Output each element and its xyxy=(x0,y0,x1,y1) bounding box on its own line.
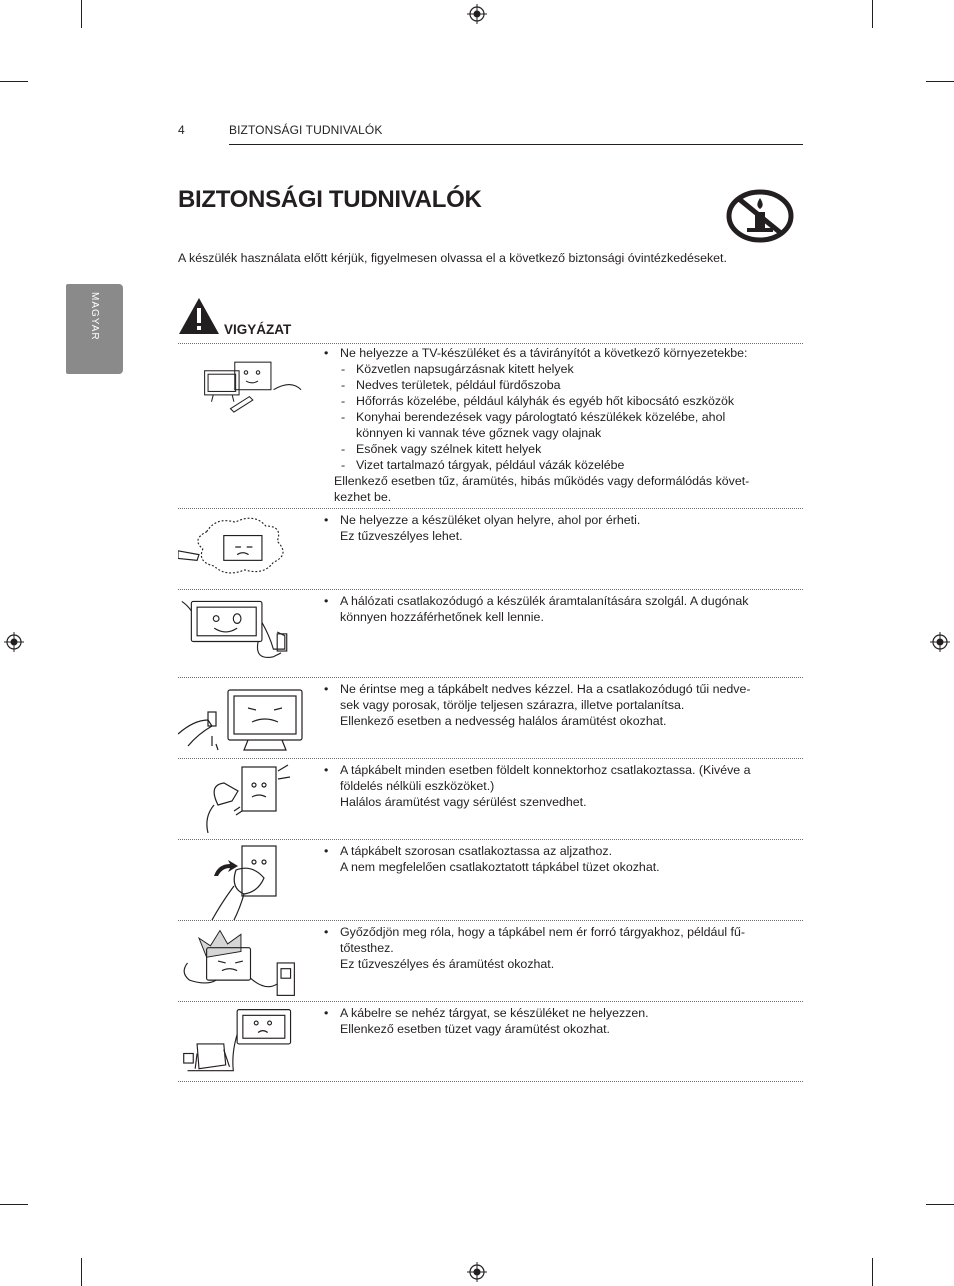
plug-access-illustration xyxy=(178,592,302,670)
sub-item: - Vizet tartalmazó tárgyak, például vázák közelébe xyxy=(341,458,625,472)
tv-environment-illustration xyxy=(196,348,308,428)
consequence-text: Halálos áramütést vagy sérülést szenvedhet. xyxy=(340,795,587,809)
bullet-text: • Győződjön meg róla, hogy a tápkábel nem ér forró tárgyakhoz, például fű- xyxy=(324,925,745,939)
no-open-flame-icon xyxy=(725,188,795,244)
running-header: BIZTONSÁGI TUDNIVALÓK xyxy=(229,123,383,137)
crop-mark xyxy=(81,0,82,28)
safety-item xyxy=(178,343,803,508)
bullet-text: • Ne helyezze a készüléket olyan helyre, ahol por érheti. xyxy=(324,513,641,527)
bullet-text: • A hálózati csatlakozódugó a készülék áramtalanítására szolgál. A dugónak xyxy=(324,594,749,608)
sub-item: - Esőnek vagy szélnek kitett helyek xyxy=(341,442,542,456)
page-title: BIZTONSÁGI TUDNIVALÓK xyxy=(178,186,482,213)
consequence-text: Ellenkező esetben tüzet vagy áramütést okozhat. xyxy=(340,1022,610,1036)
sub-item: - Hőforrás közelébe, például kályhák és egyéb hőt kibocsátó eszközök xyxy=(341,394,735,408)
continuation-text: tőtesthez. xyxy=(340,941,394,955)
intro-text: A készülék használata előtt kérjük, figyelmesen olvassa el a következő biztonsági óvintézkedéseket. xyxy=(178,251,727,265)
safety-item xyxy=(178,758,803,839)
consequence-text: Ez tűzveszélyes és áramütést okozhat. xyxy=(340,957,555,971)
safety-item xyxy=(178,839,803,920)
crop-mark xyxy=(872,0,873,28)
consequence-text: Ellenkező esetben tűz, áramütés, hibás működés vagy deformálódás követ- xyxy=(334,474,750,488)
registration-mark-icon xyxy=(467,4,487,24)
consequence-text: A nem megfelelően csatlakoztatott tápkábel tüzet okozhat. xyxy=(340,860,660,874)
crop-mark xyxy=(0,1204,28,1205)
registration-mark-icon xyxy=(4,632,24,652)
wet-hands-illustration xyxy=(178,680,308,756)
bullet-text: • A kábelre se nehéz tárgyat, se készüléket ne helyezzen. xyxy=(324,1006,649,1020)
continuation-text: könnyen hozzáférhetőnek kell lennie. xyxy=(340,610,544,624)
hot-object-illustration xyxy=(178,923,302,1001)
caution-label: VIGYÁZAT xyxy=(224,322,292,337)
dust-illustration xyxy=(178,511,302,583)
registration-mark-icon xyxy=(467,1262,487,1282)
grounded-outlet-illustration xyxy=(178,761,308,837)
language-tab xyxy=(66,284,123,374)
header-divider xyxy=(229,144,803,145)
crop-mark xyxy=(0,81,28,82)
firm-plug-illustration xyxy=(178,842,308,920)
safety-item xyxy=(178,1001,803,1082)
safety-item xyxy=(178,589,803,677)
registration-mark-icon xyxy=(930,632,950,652)
bullet-text: • A tápkábelt minden esetben földelt konnektorhoz csatlakoztassa. (Kivéve a xyxy=(324,763,751,777)
crop-mark xyxy=(872,1258,873,1286)
crop-mark xyxy=(926,1204,954,1205)
sub-item: - Nedves területek, például fürdőszoba xyxy=(341,378,561,392)
heavy-object-cable-illustration xyxy=(178,1004,302,1082)
crop-mark xyxy=(81,1258,82,1286)
sub-item-continuation: könnyen ki vannak téve gőznek vagy olajnak xyxy=(356,426,602,440)
safety-item xyxy=(178,508,803,589)
safety-item xyxy=(178,677,803,758)
crop-mark xyxy=(926,81,954,82)
consequence-text: Ez tűzveszélyes lehet. xyxy=(340,529,463,543)
sub-item: - Közvetlen napsugárzásnak kitett helyek xyxy=(341,362,574,376)
page-number: 4 xyxy=(178,123,185,137)
consequence-text: Ellenkező esetben a nedvesség halálos áramütést okozhat. xyxy=(340,714,667,728)
bullet-text: • Ne érintse meg a tápkábelt nedves kézzel. Ha a csatlakozódugó tűi nedve- xyxy=(324,682,751,696)
language-tab-label: MAGYAR xyxy=(89,292,100,341)
list-end-divider xyxy=(178,1081,803,1082)
warning-triangle-icon xyxy=(178,297,220,335)
consequence-text: kezhet be. xyxy=(334,490,392,504)
continuation-text: földelés nélküli eszközöket.) xyxy=(340,779,495,793)
sub-item: - Konyhai berendezések vagy párologtató készülékek közelébe, ahol xyxy=(341,410,726,424)
continuation-text: sek vagy porosak, törölje teljesen szárazra, illetve portalanítsa. xyxy=(340,698,685,712)
safety-item xyxy=(178,920,803,1001)
bullet-text: • A tápkábelt szorosan csatlakoztassa az aljzathoz. xyxy=(324,844,613,858)
bullet-text: • Ne helyezze a TV-készüléket és a távirányítót a következő környezetekbe: xyxy=(324,346,748,360)
